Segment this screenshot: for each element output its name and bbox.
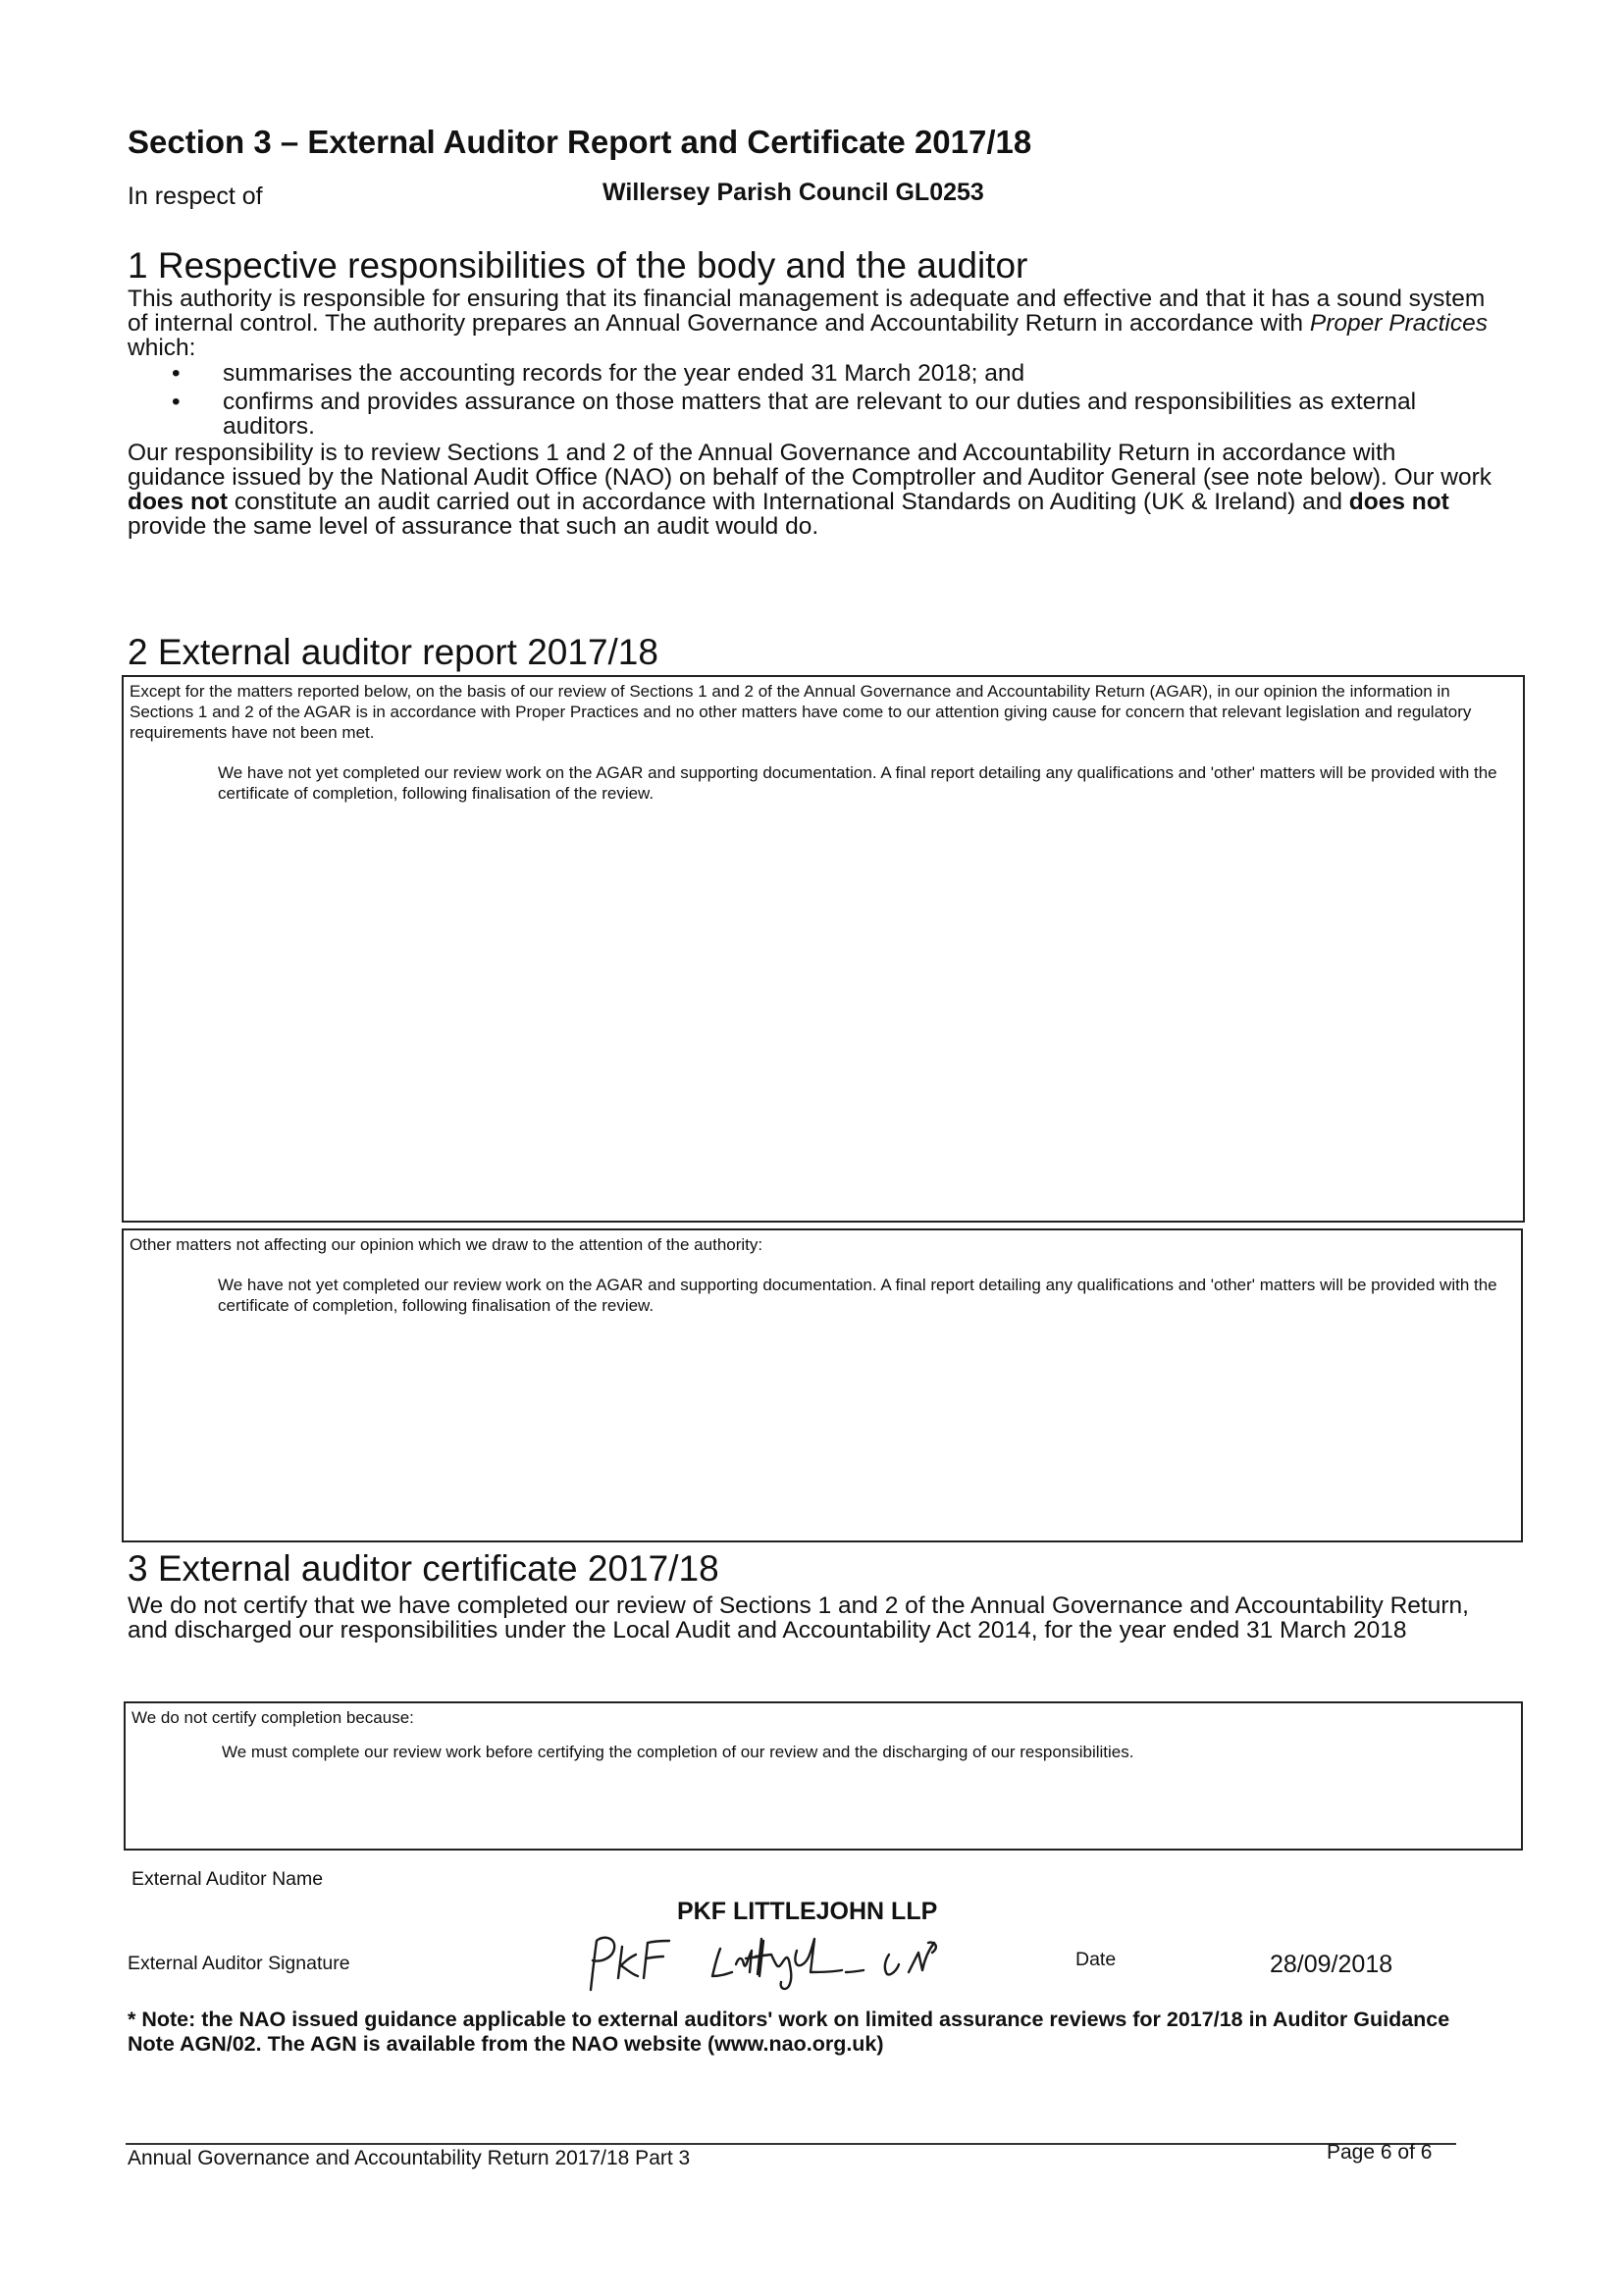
part1-intro-text: This authority is responsible for ensuring that its financial management is adequate and effective and that it has a sound system of internal control. The authority prepares an Annual Governance and Accountability Return in accordance with [128,286,1486,337]
certificate-text: We must complete our review work before certifying the completion of our review and the discharging of our responsibilities. [222,1743,1134,1761]
part1-body [128,287,1492,539]
auditor-name-value: PKF LITTLEJOHN LLP [677,1898,938,1925]
part1-responsibility [128,441,1492,539]
page-number: Page 6 of 6 [1327,2141,1433,2164]
part1-heading: 1 Respective responsibilities of the body and the auditor [128,245,1028,286]
list-item: • summarises the accounting records for the year ended 31 March 2018; and [128,361,1492,386]
certificate-intro: We do not certify completion because: [131,1708,414,1727]
auditor-signature-label: External Auditor Signature [128,1953,350,1974]
certificate-box [124,1701,1523,1851]
resp-text-c: constitute an audit carried out in accordance with International Standards on Auditing (UK & Ireland) and [228,489,1349,515]
part3-heading: 3 External auditor certificate 2017/18 [128,1548,719,1589]
council-name: Willersey Parish Council GL0253 [602,179,984,206]
auditor-name-label: External Auditor Name [131,1868,324,1890]
part1-intro-end: which: [128,335,196,361]
resp-text-a: Our responsibility is to review Sections 1 and 2 of the Annual Governance and Accountability Return in accordance with guidance issued by the National Audit Office (NAO) on behalf of the Comptroller and Auditor General (see note below). Our work [128,440,1492,491]
auditor-signature [579,1929,981,1994]
proper-practices-italic: Proper Practices [1309,310,1488,337]
part2-heading: 2 External auditor report 2017/18 [128,632,658,672]
date-label: Date [1075,1949,1117,1970]
does-not-bold: does not [128,489,229,515]
report-text: We have not yet completed our review work on the AGAR and supporting documentation. A final report detailing any qualifications and 'other' matters will be provided with the certificate of completion, following finalisation of the review. [218,763,1497,803]
report-intro: Except for the matters reported below, on the basis of our review of Sections 1 and 2 of the Annual Governance and Accountability Return (AGAR), in our opinion the information in Sections 1 and 2 of the AGAR is in accordance with Proper Practices and no other matters have come to our attention giving cause for concern that relevant legislation and regulatory requirements have not been met. [130,682,1472,742]
footer-title: Annual Governance and Accountability Return 2017/18 Part 3 [128,2147,691,2169]
part3-text: We do not certify that we have completed our review of Sections 1 and 2 of the Annual Governance and Accountability Return, and discharged our responsibilities under the Local Audit and Accountability Act 2014, for the year ended 31 March 2018 [128,1592,1469,1644]
part1-bullet-list [128,361,1492,439]
list-item: • confirms and provides assurance on those matters that are relevant to our duties and responsibilities as external auditors. [128,390,1492,439]
other-matters-text: We have not yet completed our review work on the AGAR and supporting documentation. A final report detailing any qualifications and 'other' matters will be provided with the certificate of completion, following finalisation of the review. [218,1276,1497,1315]
other-matters-box [122,1228,1523,1542]
resp-text-e: provide the same level of assurance that such an audit would do. [128,513,819,540]
in-respect-of-label: In respect of [128,183,263,210]
part1-intro [128,287,1492,360]
signature-scribble [579,1929,981,1994]
date-value: 28/09/2018 [1270,1951,1393,1978]
section-title: Section 3 – External Auditor Report and Certificate 2017/18 [128,124,1032,160]
does-not-bold: does not [1348,489,1449,515]
footer-divider [126,2143,1456,2145]
auditor-report-box [122,675,1525,1223]
nao-note: * Note: the NAO issued guidance applicable to external auditors' work on limited assurance reviews for 2017/18 in Auditor Guidance Note AGN/02. The AGN is available from the NAO website (www.nao.org.uk) [128,2008,1450,2056]
other-matters-intro: Other matters not affecting our opinion which we draw to the attention of the authority: [130,1235,763,1254]
